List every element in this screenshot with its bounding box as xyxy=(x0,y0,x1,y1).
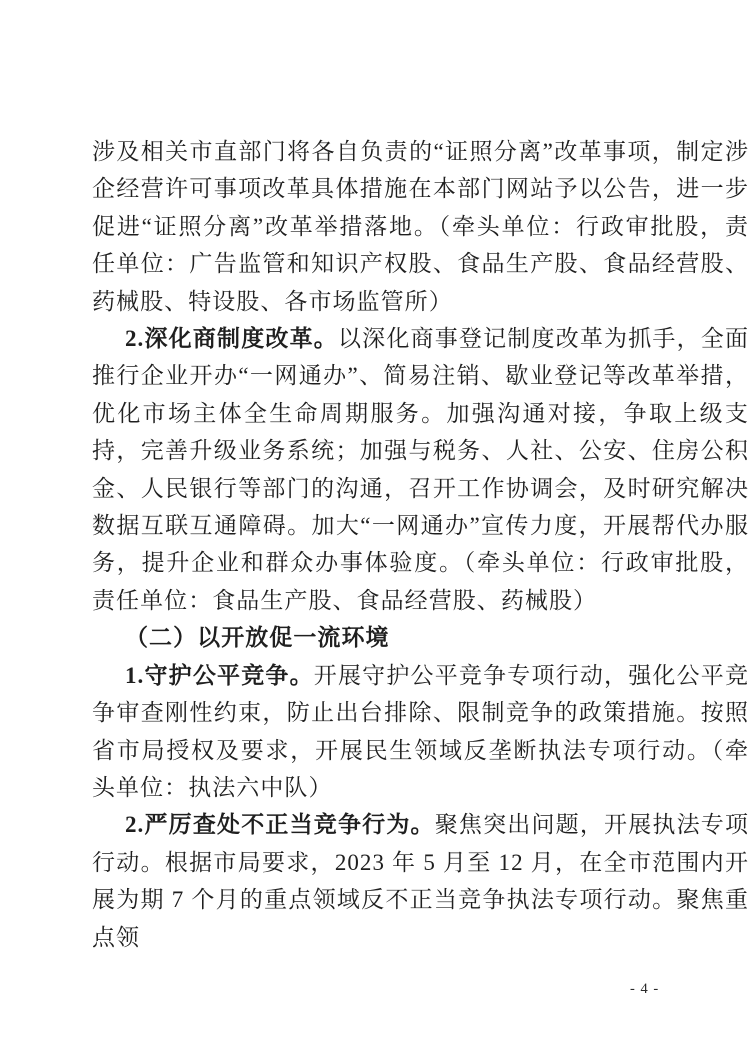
paragraph-text: 以深化商事登记制度改革为抓手，全面推行企业开办“一网通办”、简易注销、歇业登记等改革举措，优化市场主体全生命周期服务。加强沟通对接，争取上级支持，完善升级业务系统；加强与税务、人社、公安、住房公积金、人民银行等部门的沟通，召开工作协调会，及时研究解决数据互联互通障碍。加大“一网通办”宣传力度，开展帮代办服务，提升企业和群众办事体验度。（牵头单位：行政审批股，责任单位：食品生产股、食品经营股、药械股） xyxy=(92,326,750,613)
document-body xyxy=(92,133,749,956)
paragraph-lead-bold: 2.深化商制度改革。 xyxy=(125,326,338,352)
paragraph-item-1-fair-competition xyxy=(92,657,749,807)
section-heading-text: （二）以开放促一流环境 xyxy=(125,625,390,651)
page-number: - 4 - xyxy=(630,981,660,997)
paragraph-item-2-shangshi-reform xyxy=(92,320,749,619)
paragraph-item-2-unfair-competition xyxy=(92,806,749,956)
paragraph-text: 涉及相关市直部门将各自负责的“证照分离”改革事项，制定涉企经营许可事项改革具体措施在本部门网站予以公告，进一步促进“证照分离”改革举措落地。（牵头单位：行政审批股，责任单位：广告监管和知识产权股、食品生产股、食品经营股、药械股、特设股、各市场监管所） xyxy=(92,139,749,314)
section-heading-2 xyxy=(92,619,749,656)
paragraph-text: 开展守护公平竞争专项行动，强化公平竞争审查刚性约束，防止出台排除、限制竞争的政策措施。按照省市局授权及要求，开展民生领域反垄断执法专项行动。（牵头单位：执法六中队） xyxy=(92,662,750,800)
paragraph-continuation xyxy=(92,133,749,320)
paragraph-text: 聚焦突出问题，开展执法专项行动。根据市局要求，2023 年 5 月至 12 月，在全市范围内开展为期 7 个月的重点领域反不正当竞争执法专项行动。聚焦重点领 xyxy=(92,812,749,950)
paragraph-lead-bold: 1.守护公平竞争。 xyxy=(125,662,314,688)
paragraph-lead-bold: 2.严厉查处不正当竞争行为。 xyxy=(125,812,435,838)
